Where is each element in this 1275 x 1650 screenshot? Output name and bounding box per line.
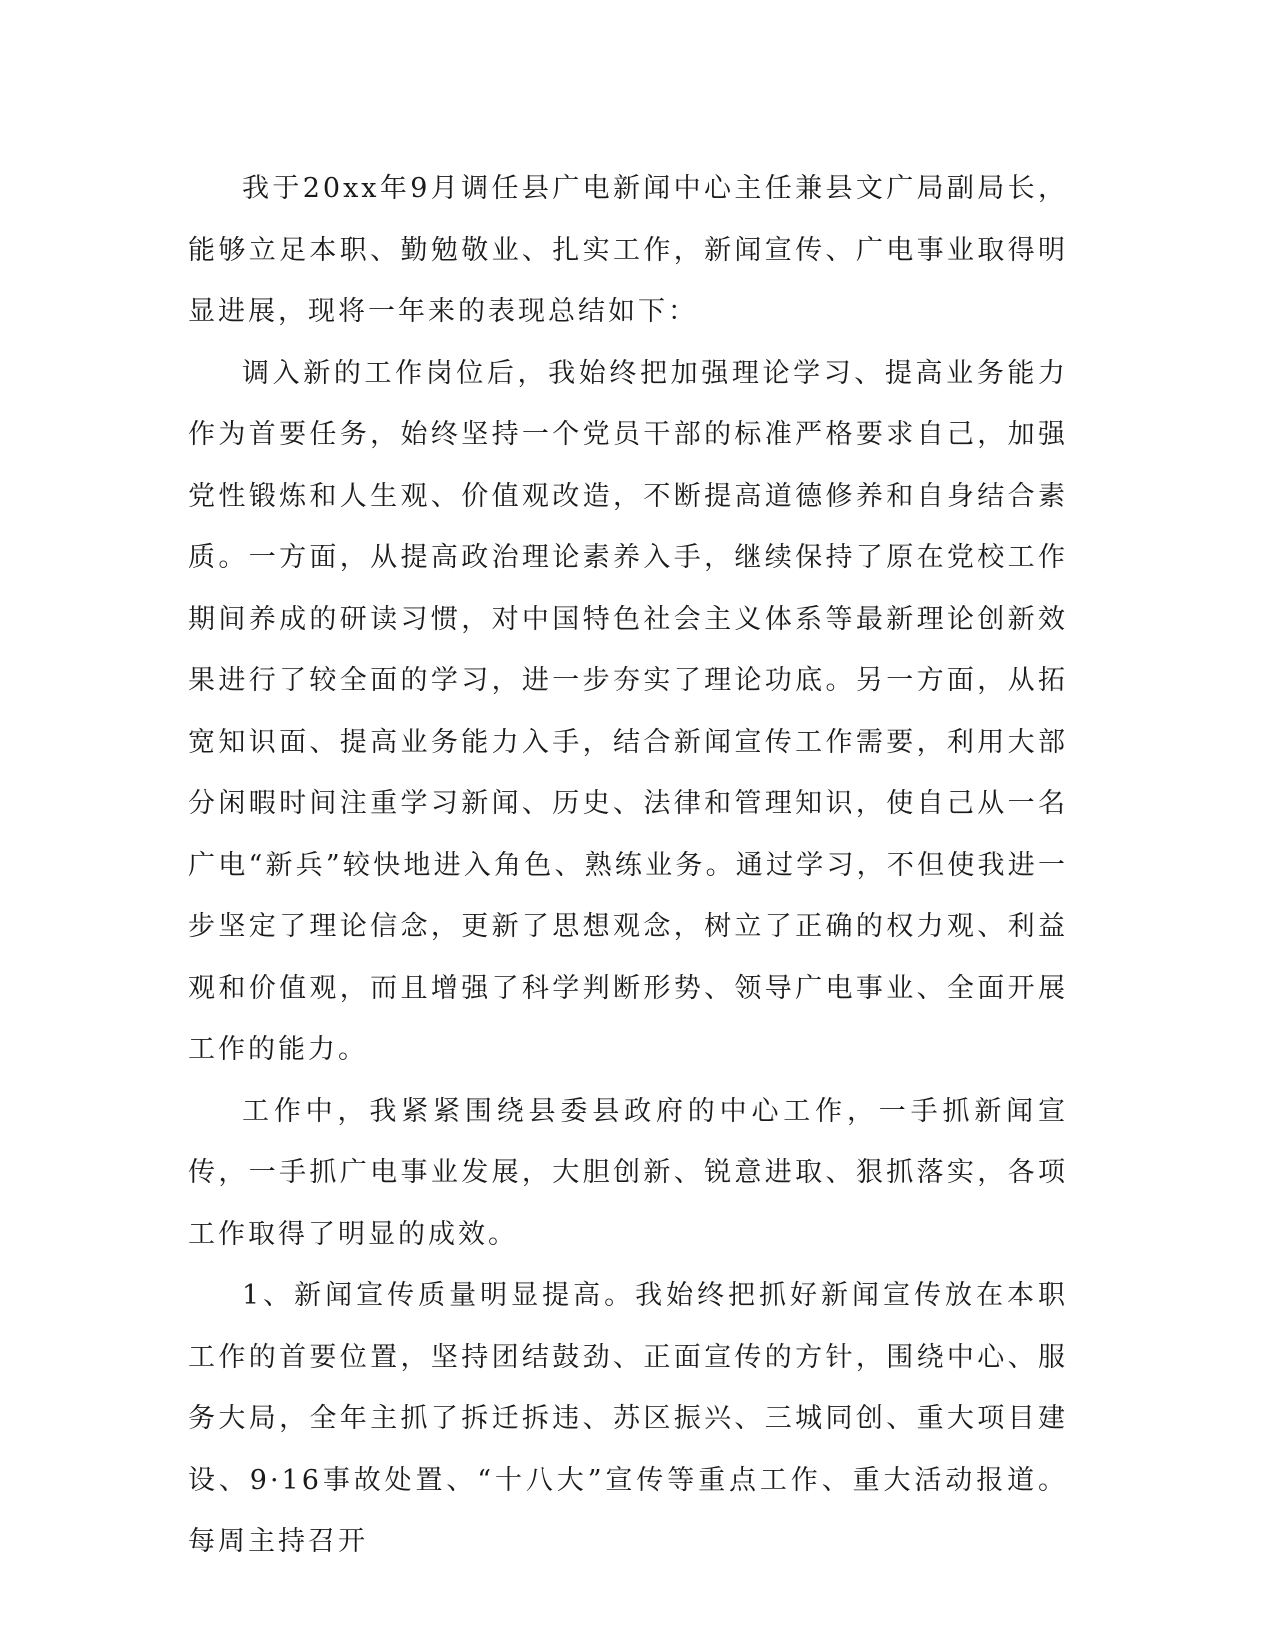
paragraph-study: 调入新的工作岗位后，我始终把加强理论学习、提高业务能力作为首要任务，始终坚持一个党员干部的标准严格要求自己，加强党性锻炼和人生观、价值观改造，不断提高道德修养和自身结合素质。一方面，从提高政治理论素养入手，继续保持了原在党校工作期间养成的研读习惯，对中国特色社会主义体系等最新理论创新效果进行了较全面的学习，进一步夯实了理论功底。另一方面，从拓宽知识面、提高业务能力入手，结合新闻宣传工作需要，利用大部分闲暇时间注重学习新闻、历史、法律和管理知识，使自己从一名广电“新兵”较快地进入角色、熟练业务。通过学习，不但使我进一步坚定了理论信念，更新了思想观念，树立了正确的权力观、利益观和价值观，而且增强了科学判断形势、领导广电事业、全面开展工作的能力。 — [188, 357, 1068, 1065]
paragraph-news-quality: 1、新闻宣传质量明显提高。我始终把抓好新闻宣传放在本职工作的首要位置，坚持团结鼓劲、正面宣传的方针，围绕中心、服务大局，全年主抓了拆迁拆违、苏区振兴、三城同创、重大项目建设、9·16事故处置、“十八大”宣传等重点工作、重大活动报道。每周主持召开 — [188, 1280, 1068, 1557]
paragraph-intro: 我于20xx年9月调任县广电新闻中心主任兼县文广局副局长，能够立足本职、勤勉敬业、扎实工作，新闻宣传、广电事业取得明显进展，现将一年来的表现总结如下： — [188, 173, 1068, 327]
document-body — [188, 158, 1068, 1573]
paragraph-work: 工作中，我紧紧围绕县委县政府的中心工作，一手抓新闻宣传，一手抓广电事业发展，大胆创新、锐意进取、狠抓落实，各项工作取得了明显的成效。 — [188, 1095, 1068, 1250]
